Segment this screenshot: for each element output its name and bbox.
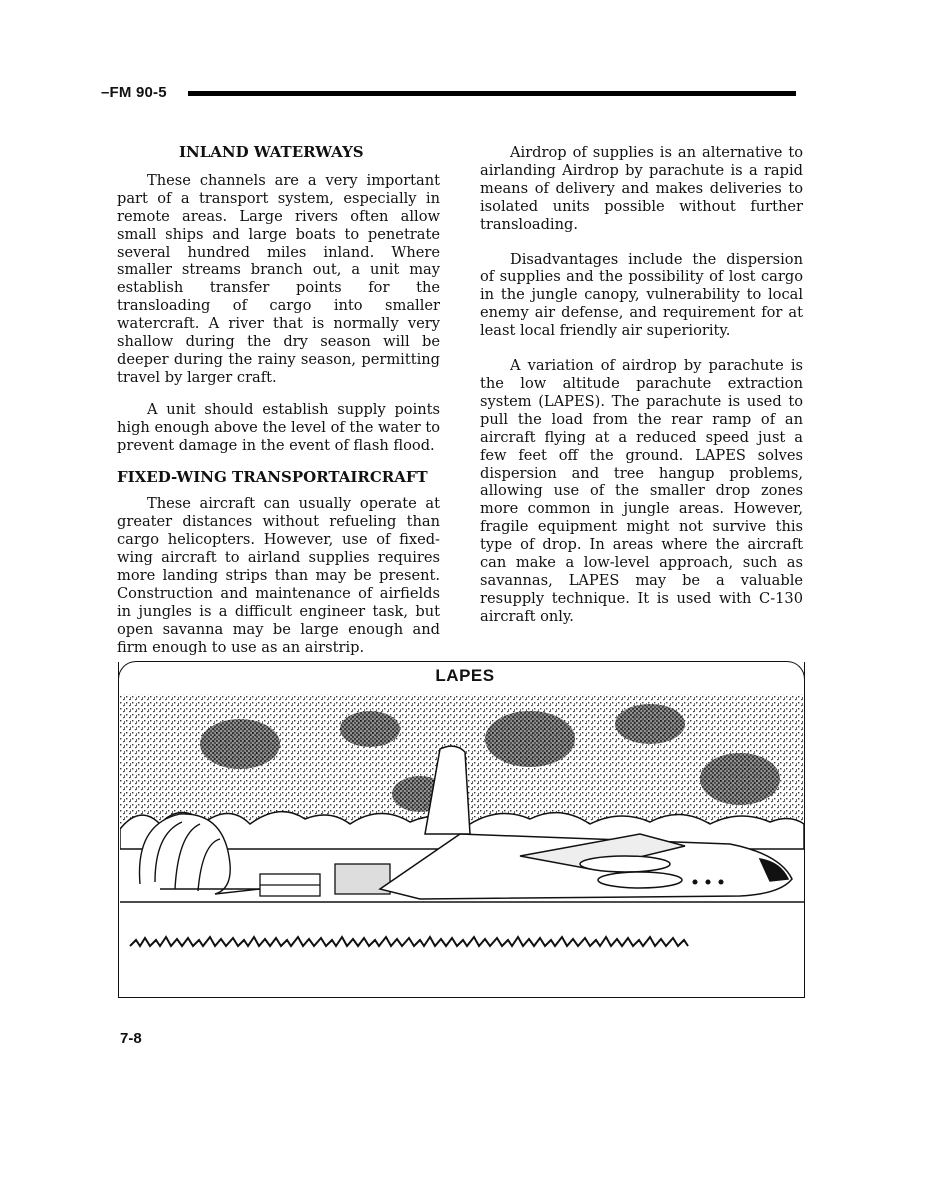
right-column — [480, 144, 803, 643]
paragraph: A variation of airdrop by parachute is the low altitude parachute extraction system (LAPES). The parachute is used to pull the load from the rear ramp of an aircraft flying at a reduced speed just a few feet off the ground. LAPES solves dispersion and tree hangup problems, allowing use of the smaller drop zones more common in jungle areas. However, fragile equipment might not survive this type of drop. In areas where the aircraft can make a low-level approach, such as savannas, LAPES may be a valuable resupply technique. It is used with C-130 aircraft only. — [480, 357, 803, 625]
paragraph: These aircraft can usually operate at greater distances without refueling than cargo helicopters. However, use of fixed-wing aircraft to airland supplies requires more landing strips than may be present. Construction and maintenance of airfields in jungles is a difficult engineer task, but open savanna may be large enough and firm enough to use as an airstrip. — [117, 495, 440, 656]
paragraph: These channels are a very important part of a transport system, especially in remote areas. Large rivers often allow small ships and large boats to penetrate several hundred miles inland. Where smaller streams branch out, a unit may establish transfer points for the transloading of cargo into smaller watercraft. A river that is normally very shallow during the dry season will be deeper during the rainy season, permitting travel by larger craft. — [117, 171, 440, 386]
page-number: 7-8 — [120, 1030, 142, 1047]
cargo-pallet — [260, 864, 390, 896]
paragraph: Disadvantages include the dispersion of supplies and the possibility of lost cargo in the jungle canopy, vulnerability to local enemy air defense, and requirement for at least local friendly air superiority. — [480, 250, 803, 340]
section-heading-fixed-wing: FIXED-WING TRANSPORTAIRCRAFT — [117, 467, 428, 486]
lapes-illustration — [120, 684, 804, 996]
left-column — [117, 144, 440, 671]
running-header: –FM 90-5 — [101, 84, 167, 101]
paragraph: A unit should establish supply points high enough above the level of the water to prevent damage in the event of flash flood. — [117, 400, 440, 454]
figure-title: LAPES — [435, 666, 495, 685]
engine-nacelle — [580, 856, 670, 872]
paragraph: Airdrop of supplies is an alternative to airlanding Airdrop by parachute is a rapid means of delivery and makes deliveries to isolated units possible without further transloading. — [480, 144, 803, 233]
section-heading-inland-waterways: INLAND WATERWAYS — [179, 143, 364, 161]
engine-nacelle — [598, 872, 682, 888]
header-rule — [188, 91, 796, 96]
grass-strip — [130, 937, 688, 946]
